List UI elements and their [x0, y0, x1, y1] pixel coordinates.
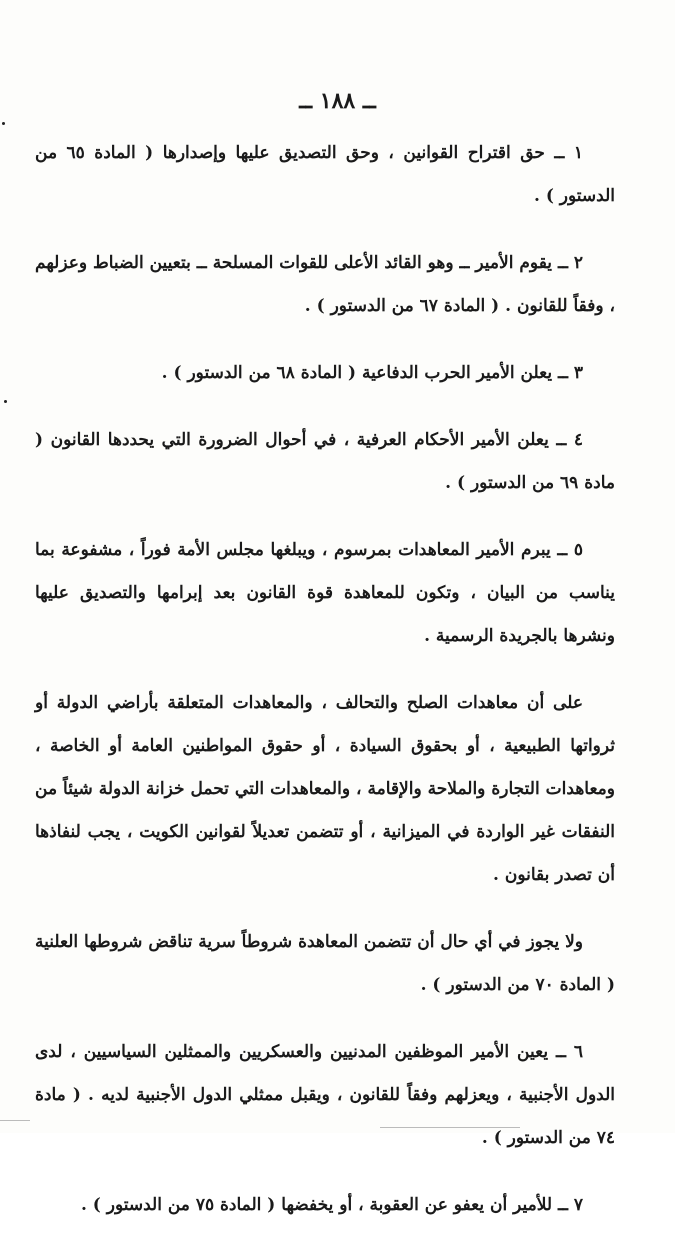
- scan-speck: [2, 122, 5, 125]
- scan-speck: [4, 400, 7, 403]
- paragraph: ٦ ــ يعين الأمير الموظفين المدنيين والعسكريين والممثلين السياسيين ، لدى الدول الأجنبية ، ويعزلهم وفقاً للقانون ، ويقبل ممثلي الدول الأجنبية لديه . ( مادة ٧٤ من الدستور ) .: [35, 1042, 615, 1148]
- paragraph: ولا يجوز في أي حال أن تتضمن المعاهدة شروطاً سرية تناقض شروطها العلنية ( المادة ٧٠ من الدستور ) .: [35, 932, 615, 995]
- paragraph: ٤ ــ يعلن الأمير الأحكام العرفية ، في أحوال الضرورة التي يحددها القانون ( مادة ٦٩ من الدستور ) .: [35, 430, 615, 493]
- scan-edge-line: [0, 1120, 30, 1121]
- paragraph: ١ ــ حق اقتراح القوانين ، وحق التصديق عليها وإصدارها ( المادة ٦٥ من الدستور ) .: [35, 143, 615, 206]
- paragraph: ٢ ــ يقوم الأمير ــ وهو القائد الأعلى للقوات المسلحة ــ بتعيين الضباط وعزلهم ، وفقاً للقانون . ( المادة ٦٧ من الدستور ) .: [35, 253, 615, 316]
- paragraph: ٥ ــ يبرم الأمير المعاهدات بمرسوم ، ويبلغها مجلس الأمة فوراً ، مشفوعة بما يناسب من البيان ، وتكون للمعاهدة قوة القانون بعد إبرامها والتصديق عليها ونشرها بالجريدة الرسمية .: [35, 540, 615, 646]
- page-body: [35, 132, 615, 1251]
- page-number: ــ ١٨٨ ــ: [299, 88, 376, 114]
- paragraph: على أن معاهدات الصلح والتحالف ، والمعاهدات المتعلقة بأراضي الدولة أو ثرواتها الطبيعية ، أو بحقوق السيادة ، أو حقوق المواطنين العامة أو الخاصة ، ومعاهدات التجارة والملاحة والإقامة ، والمعاهدات التي تحمل خزانة الدولة شيئاً من النفقات غير الواردة في الميزانية ، أو تتضمن تعديلاً لقوانين الكويت ، يجب لنفاذها أن تصدر بقانون .: [35, 693, 615, 885]
- paragraph: ٣ ــ يعلن الأمير الحرب الدفاعية ( المادة ٦٨ من الدستور ) .: [161, 363, 583, 383]
- paragraph: ٧ ــ للأمير أن يعفو عن العقوبة ، أو يخفضها ( المادة ٧٥ من الدستور ) .: [80, 1195, 583, 1215]
